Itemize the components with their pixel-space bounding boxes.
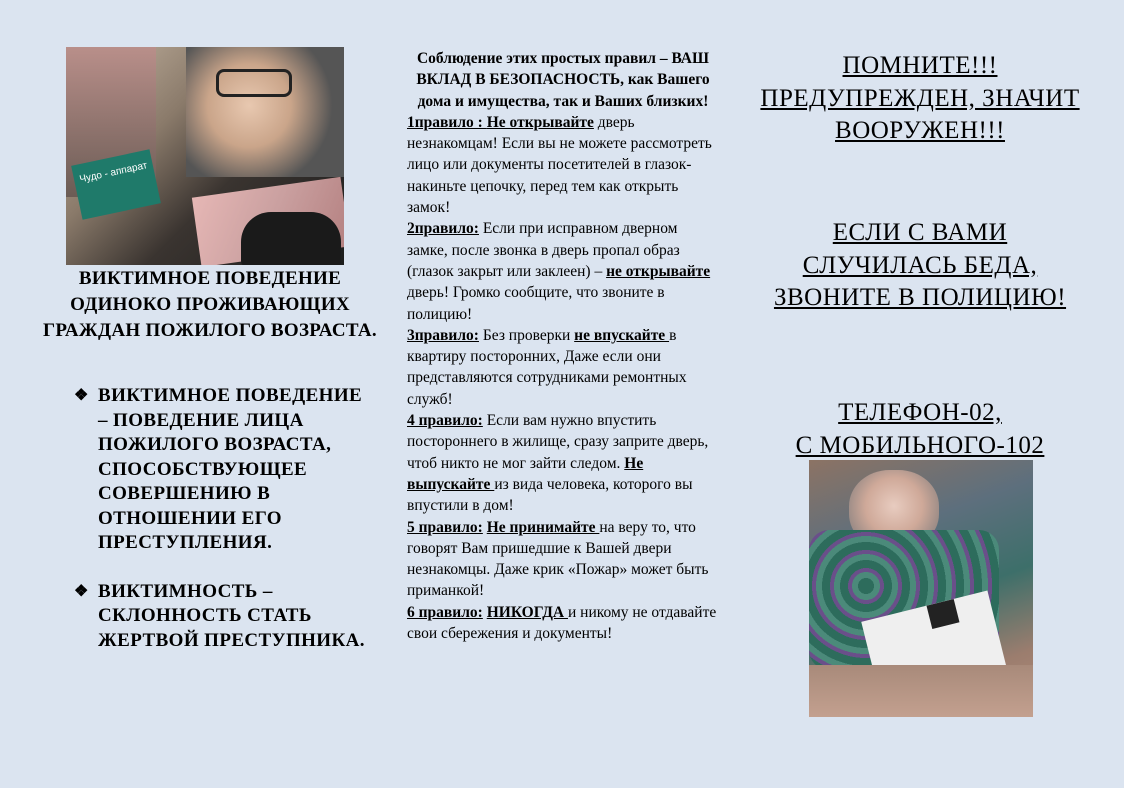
rule-label: 2правило: (407, 220, 479, 238)
elderly-man-face (186, 47, 344, 177)
rules-intro: Соблюдение этих простых правил – ВАШ ВКЛАД В БЕЗОПАСНОСТЬ, как Вашего дома и имущества, так и Ваших близких! (416, 50, 710, 110)
rules-column (407, 48, 719, 644)
diamond-bullet-icon: ❖ (74, 387, 89, 404)
rule-text-pre: Если при исправном дверном замке, после звонка в дверь пропал образ (глазок закрыт или заклеен) – (407, 220, 680, 280)
rule-action: Не принимайте (486, 518, 600, 536)
rule-text: дверь незнакомцам! Если вы не можете рассмотреть лицо или документы посетителей в глазок- накиньте цепочку, перед тем как открыть замок! (407, 113, 712, 217)
rule-action: Не выпускайте (407, 454, 644, 493)
elderly-woman-reading-photo (809, 460, 1033, 717)
rule-text: и никому не отдавайте свои сбережения и документы! (407, 603, 717, 643)
rule-label: 3правило: (407, 326, 479, 344)
rule-action: НИКОГДА (486, 603, 568, 621)
definition-item (74, 384, 374, 556)
left-title: ВИКТИМНОЕ ПОВЕДЕНИЕ ОДИНОКО ПРОЖИВАЮЩИХ ГРАЖДАН ПОЖИЛОГО ВОЗРАСТА. (43, 268, 377, 341)
rule-5 (407, 517, 719, 602)
rule-text: на веру то, что говорят Вам пришедшие к Вашей двери незнакомцы. Даже крик «Пожар» может быть приманкой! (407, 518, 709, 600)
rule-6 (407, 602, 719, 645)
rule-text: дверь! Громко сообщите, что звоните в полицию! (407, 284, 665, 323)
rule-label: 4 правило: (407, 412, 483, 430)
rule-action: не впускайте (574, 326, 670, 344)
elderly-man-with-money-photo (66, 47, 344, 265)
rule-3 (407, 325, 719, 410)
definition-text: ВИКТИМНОЕ ПОВЕДЕНИЕ – ПОВЕДЕНИЕ ЛИЦА ПОЖИЛОГО ВОЗРАСТА, СПОСОБСТВУЮЩЕЕ СОВЕРШЕНИЮ В ОТНОШЕНИИ ЕГО ПРЕСТУПЛЕНИЯ. (98, 385, 363, 553)
definition-item (74, 580, 374, 654)
definition-text: ВИКТИМНОСТЬ – СКЛОННОСТЬ СТАТЬ ЖЕРТВОЙ ПРЕСТУПНИКА. (98, 580, 365, 651)
rule-4 (407, 410, 719, 516)
diamond-bullet-icon: ❖ (74, 582, 89, 600)
rule-text-pre: Без проверки (478, 326, 575, 344)
rule-2 (407, 218, 719, 324)
rule-action: Не открывайте (486, 113, 594, 131)
rule-label: 1правило : (407, 113, 487, 131)
mobile-phone-line: С МОБИЛЬНОГО-102 (795, 431, 1045, 459)
phone-numbers (760, 397, 1080, 462)
rule-text-pre: Если вам нужно впустить постороннего в жилище, сразу заприте дверь, чтоб никто не мог зайти следом. (407, 412, 709, 472)
rule-label: 5 правило: (407, 518, 483, 536)
call-police-notice: ЕСЛИ С ВАМИ СЛУЧИЛАСЬ БЕДА, ЗВОНИТЕ В ПОЛИЦИЮ! (773, 219, 1067, 311)
rule-text: из вида человека, которого вы впустили в дом! (407, 475, 693, 515)
remember-warning: ПОМНИТЕ!!! ПРЕДУПРЕЖДЕН, ЗНАЧИТ ВООРУЖЕН!!! (760, 52, 1080, 144)
bedspread (809, 665, 1033, 717)
black-glove-icon (241, 212, 341, 265)
rule-label: 6 правило: (407, 603, 483, 621)
glasses-icon (216, 69, 292, 97)
definition-list (74, 384, 374, 677)
rule-text: в квартиру посторонних, Даже если они представляются сотрудниками ремонтных служб! (407, 326, 687, 408)
box-label: Чудо - аппарат (71, 149, 161, 219)
rule-action: не открывайте (606, 262, 711, 280)
rule-1 (407, 112, 719, 218)
phone-line: ТЕЛЕФОН-02, (838, 399, 1002, 426)
